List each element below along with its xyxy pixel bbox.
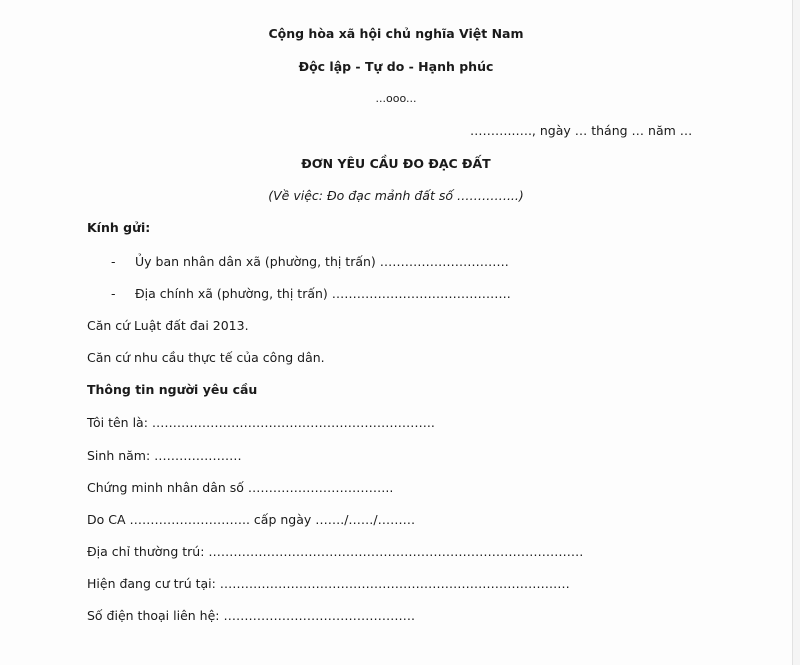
recipient-item: Ủy ban nhân dân xã (phường, thị trấn) …………………………. [135, 254, 509, 269]
motto: Độc lập - Tự do - Hạnh phúc [298, 59, 494, 74]
basis-line: Căn cứ nhu cầu thực tế của công dân. [87, 350, 325, 365]
field-permanent-address: Địa chỉ thường trú: ……………………………………………………………………………… [87, 544, 584, 559]
requester-heading: Thông tin người yêu cầu [87, 382, 258, 397]
national-name: Cộng hòa xã hội chủ nghĩa Việt Nam [268, 26, 524, 41]
document-title: ĐƠN YÊU CẦU ĐO ĐẠC ĐẤT [301, 156, 491, 171]
date-line: ………..…., ngày … tháng … năm … [470, 123, 693, 138]
field-phone: Số điện thoại liên hệ: ………………………………………. [87, 608, 415, 623]
field-id-number: Chứng minh nhân dân số …………………………….. [87, 480, 394, 495]
bullet-dash: - [111, 254, 116, 269]
document-subtitle: (Về việc: Đo đạc mảnh đất số …………...) [268, 188, 524, 203]
separator: ...ooo... [375, 92, 417, 105]
recipient-item: Địa chính xã (phường, thị trấn) ……………………………………. [135, 286, 511, 301]
field-issued-by: Do CA ……………………….. cấp ngày ……./……/……… [87, 512, 416, 527]
field-name: Tôi tên là: ………………………………………………………….. [87, 415, 435, 430]
bullet-dash: - [111, 286, 116, 301]
basis-line: Căn cứ Luật đất đai 2013. [87, 318, 249, 333]
field-current-residence: Hiện đang cư trú tại: ………………………………………………………………………… [87, 576, 570, 591]
recipients-label: Kính gửi: [87, 220, 151, 235]
field-birth-year: Sinh năm: ………………… [87, 448, 242, 463]
